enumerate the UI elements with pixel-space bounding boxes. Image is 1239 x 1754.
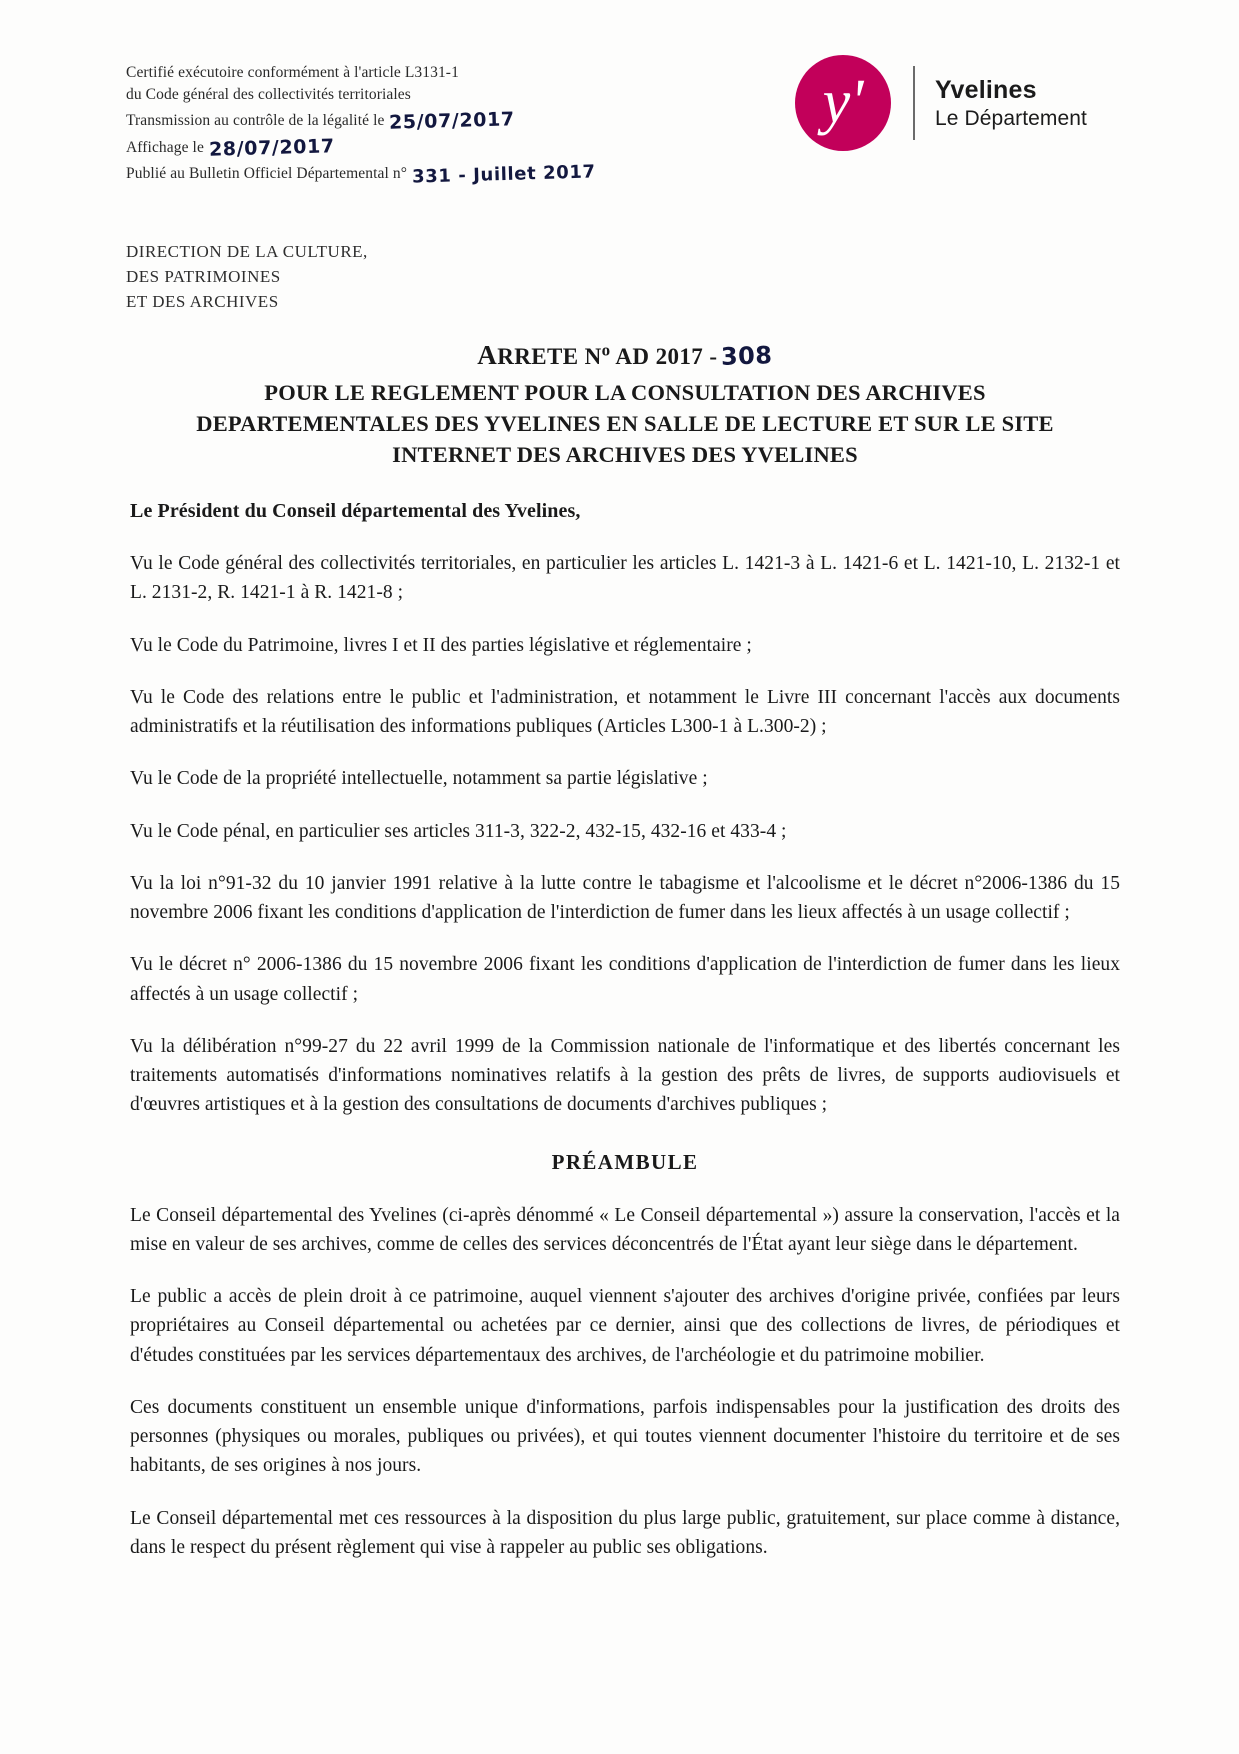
title-body-line-3: INTERNET DES ARCHIVES DES YVELINES xyxy=(392,442,858,468)
certification-affichage-line xyxy=(126,133,686,160)
visa-paragraph: Vu le Code général des collectivités territoriales, en particulier les articles L. 1421-3 à L. 1421-6 et L. 1421-10, L. 2132-1 et L. 2131-2, R. 1421-1 à R. 1421-8 ; xyxy=(130,553,1120,604)
arrete-prefix-cap: A xyxy=(477,340,498,370)
arrete-number-handwritten: 308 xyxy=(720,341,774,371)
arrete-number-line xyxy=(130,340,1120,371)
arrete-ad-year: AD 2017 - xyxy=(615,344,718,369)
preamble-paragraph: Le Conseil départemental des Yvelines (ci-après dénommé « Le Conseil départemental ») assure la conservation, l'accès et la mise en valeur de ses archives, comme de celles des services déconcentrés de l'État ayant leur siège dans le département. xyxy=(130,1204,1120,1255)
certification-bulletin-number-handwritten: 331 - Juillet 2017 xyxy=(411,161,596,188)
certification-bulletin-line xyxy=(126,160,686,186)
direction-block xyxy=(126,240,368,315)
title-body-line-2: DEPARTEMENTALES DES YVELINES EN SALLE DE LECTURE ET SUR LE SITE xyxy=(196,411,1054,437)
preamble-paragraph: Le Conseil départemental met ces ressources à la disposition du plus large public, gratuitement, sur place comme à distance, dans le respect du présent règlement qui vise à rappeler au public ses obligations. xyxy=(130,1507,1120,1558)
visa-paragraph: Vu le Code pénal, en particulier ses articles 311-3, 322-2, 432-15, 432-16 et 433-4 ; xyxy=(130,820,787,842)
logo-y-glyph: y' xyxy=(822,67,864,136)
certification-transmission-line xyxy=(126,106,686,133)
visa-paragraph: Vu le Code de la propriété intellectuelle, notamment sa partie législative ; xyxy=(130,768,708,790)
certification-affichage-label: Affichage le xyxy=(126,138,204,156)
direction-line-3: ET DES ARCHIVES xyxy=(126,291,279,311)
logo-divider xyxy=(913,66,915,140)
certification-bulletin-label: Publié au Bulletin Officiel Départemental n° xyxy=(126,164,408,182)
arrete-n-label: N xyxy=(584,344,602,369)
title-body-line-1: POUR LE REGLEMENT POUR LA CONSULTATION DES ARCHIVES xyxy=(264,380,986,405)
certification-line-2: du Code général des collectivités territoriales xyxy=(126,86,411,103)
direction-line-2: DES PATRIMOINES xyxy=(126,266,281,286)
certification-block xyxy=(126,62,686,188)
visa-paragraph: Vu le décret n° 2006-1386 du 15 novembre 2006 fixant les conditions d'application de l'interdiction de fumer dans les lieux affectés à un usage collectif ; xyxy=(130,954,1120,1005)
visa-paragraph: Vu le Code du Patrimoine, livres I et II des parties législative et réglementaire ; xyxy=(130,634,752,656)
visa-paragraph: Vu la délibération n°99-27 du 22 avril 1999 de la Commission nationale de l'informatique et des libertés concernant les traitements automatisés d'informations nominatives relatifs à la gestion des prêts de livres, de supports audiovisuels et d'œuvres artistiques et à la gestion des consultations de documents d'archives publiques ; xyxy=(130,1035,1120,1116)
yvelines-logo xyxy=(795,55,1087,151)
certification-transmission-label: Transmission au contrôle de la légalité le xyxy=(126,112,385,129)
logo-text xyxy=(935,74,1087,133)
document-body xyxy=(130,500,1120,1585)
visa-paragraph: Vu la loi n°91-32 du 10 janvier 1991 relative à la lutte contre le tabagisme et l'alcoolisme et le décret n°2006-1386 du 15 novembre 2006 fixant les conditions d'application de l'interdiction de fumer dans les lieux affectés à un usage collectif ; xyxy=(130,872,1120,923)
direction-line-1: DIRECTION DE LA CULTURE, xyxy=(126,242,368,261)
arrete-n-sup: o xyxy=(601,340,611,360)
president-lead-line: Le Président du Conseil départemental des Yvelines, xyxy=(130,500,581,522)
logo-title: Yvelines xyxy=(935,75,1037,104)
preamble-paragraph: Ces documents constituent un ensemble unique d'informations, parfois indispensables pour la justification des droits des personnes (physiques ou morales, publiques ou privées), et qui toutes viennent documenter l'histoire du territoire et de ses habitants, de ses origines à nos jours. xyxy=(130,1396,1120,1477)
arrete-prefix-rest: RRETE xyxy=(497,344,579,369)
certification-transmission-date-handwritten: 25/07/2017 xyxy=(389,108,516,134)
preamble-paragraph: Le public a accès de plein droit à ce patrimoine, auquel viennent s'ajouter des archives d'origine privée, confiées par leurs propriétaires au Conseil départemental ou achetées par ce dernier, ainsi que des collections de livres, de périodiques et d'études constituées par les services départementaux des archives, de l'archéologie et du patrimoine mobilier. xyxy=(130,1286,1120,1366)
document-title xyxy=(130,340,1120,470)
certification-affichage-date-handwritten: 28/07/2017 xyxy=(208,135,335,161)
logo-subtitle: Le Département xyxy=(935,106,1087,130)
certification-line-1: Certifié exécutoire conformément à l'article L3131-1 xyxy=(126,64,459,81)
logo-disc-icon xyxy=(795,55,891,151)
preambule-heading: PRÉAMBULE xyxy=(551,1149,699,1174)
visa-paragraph: Vu le Code des relations entre le public et l'administration, et notamment le Livre III concernant l'accès aux documents administratifs et la réutilisation des informations publiques (Articles L300-1 à L.300-2) ; xyxy=(130,686,1120,737)
title-body xyxy=(130,377,1120,470)
